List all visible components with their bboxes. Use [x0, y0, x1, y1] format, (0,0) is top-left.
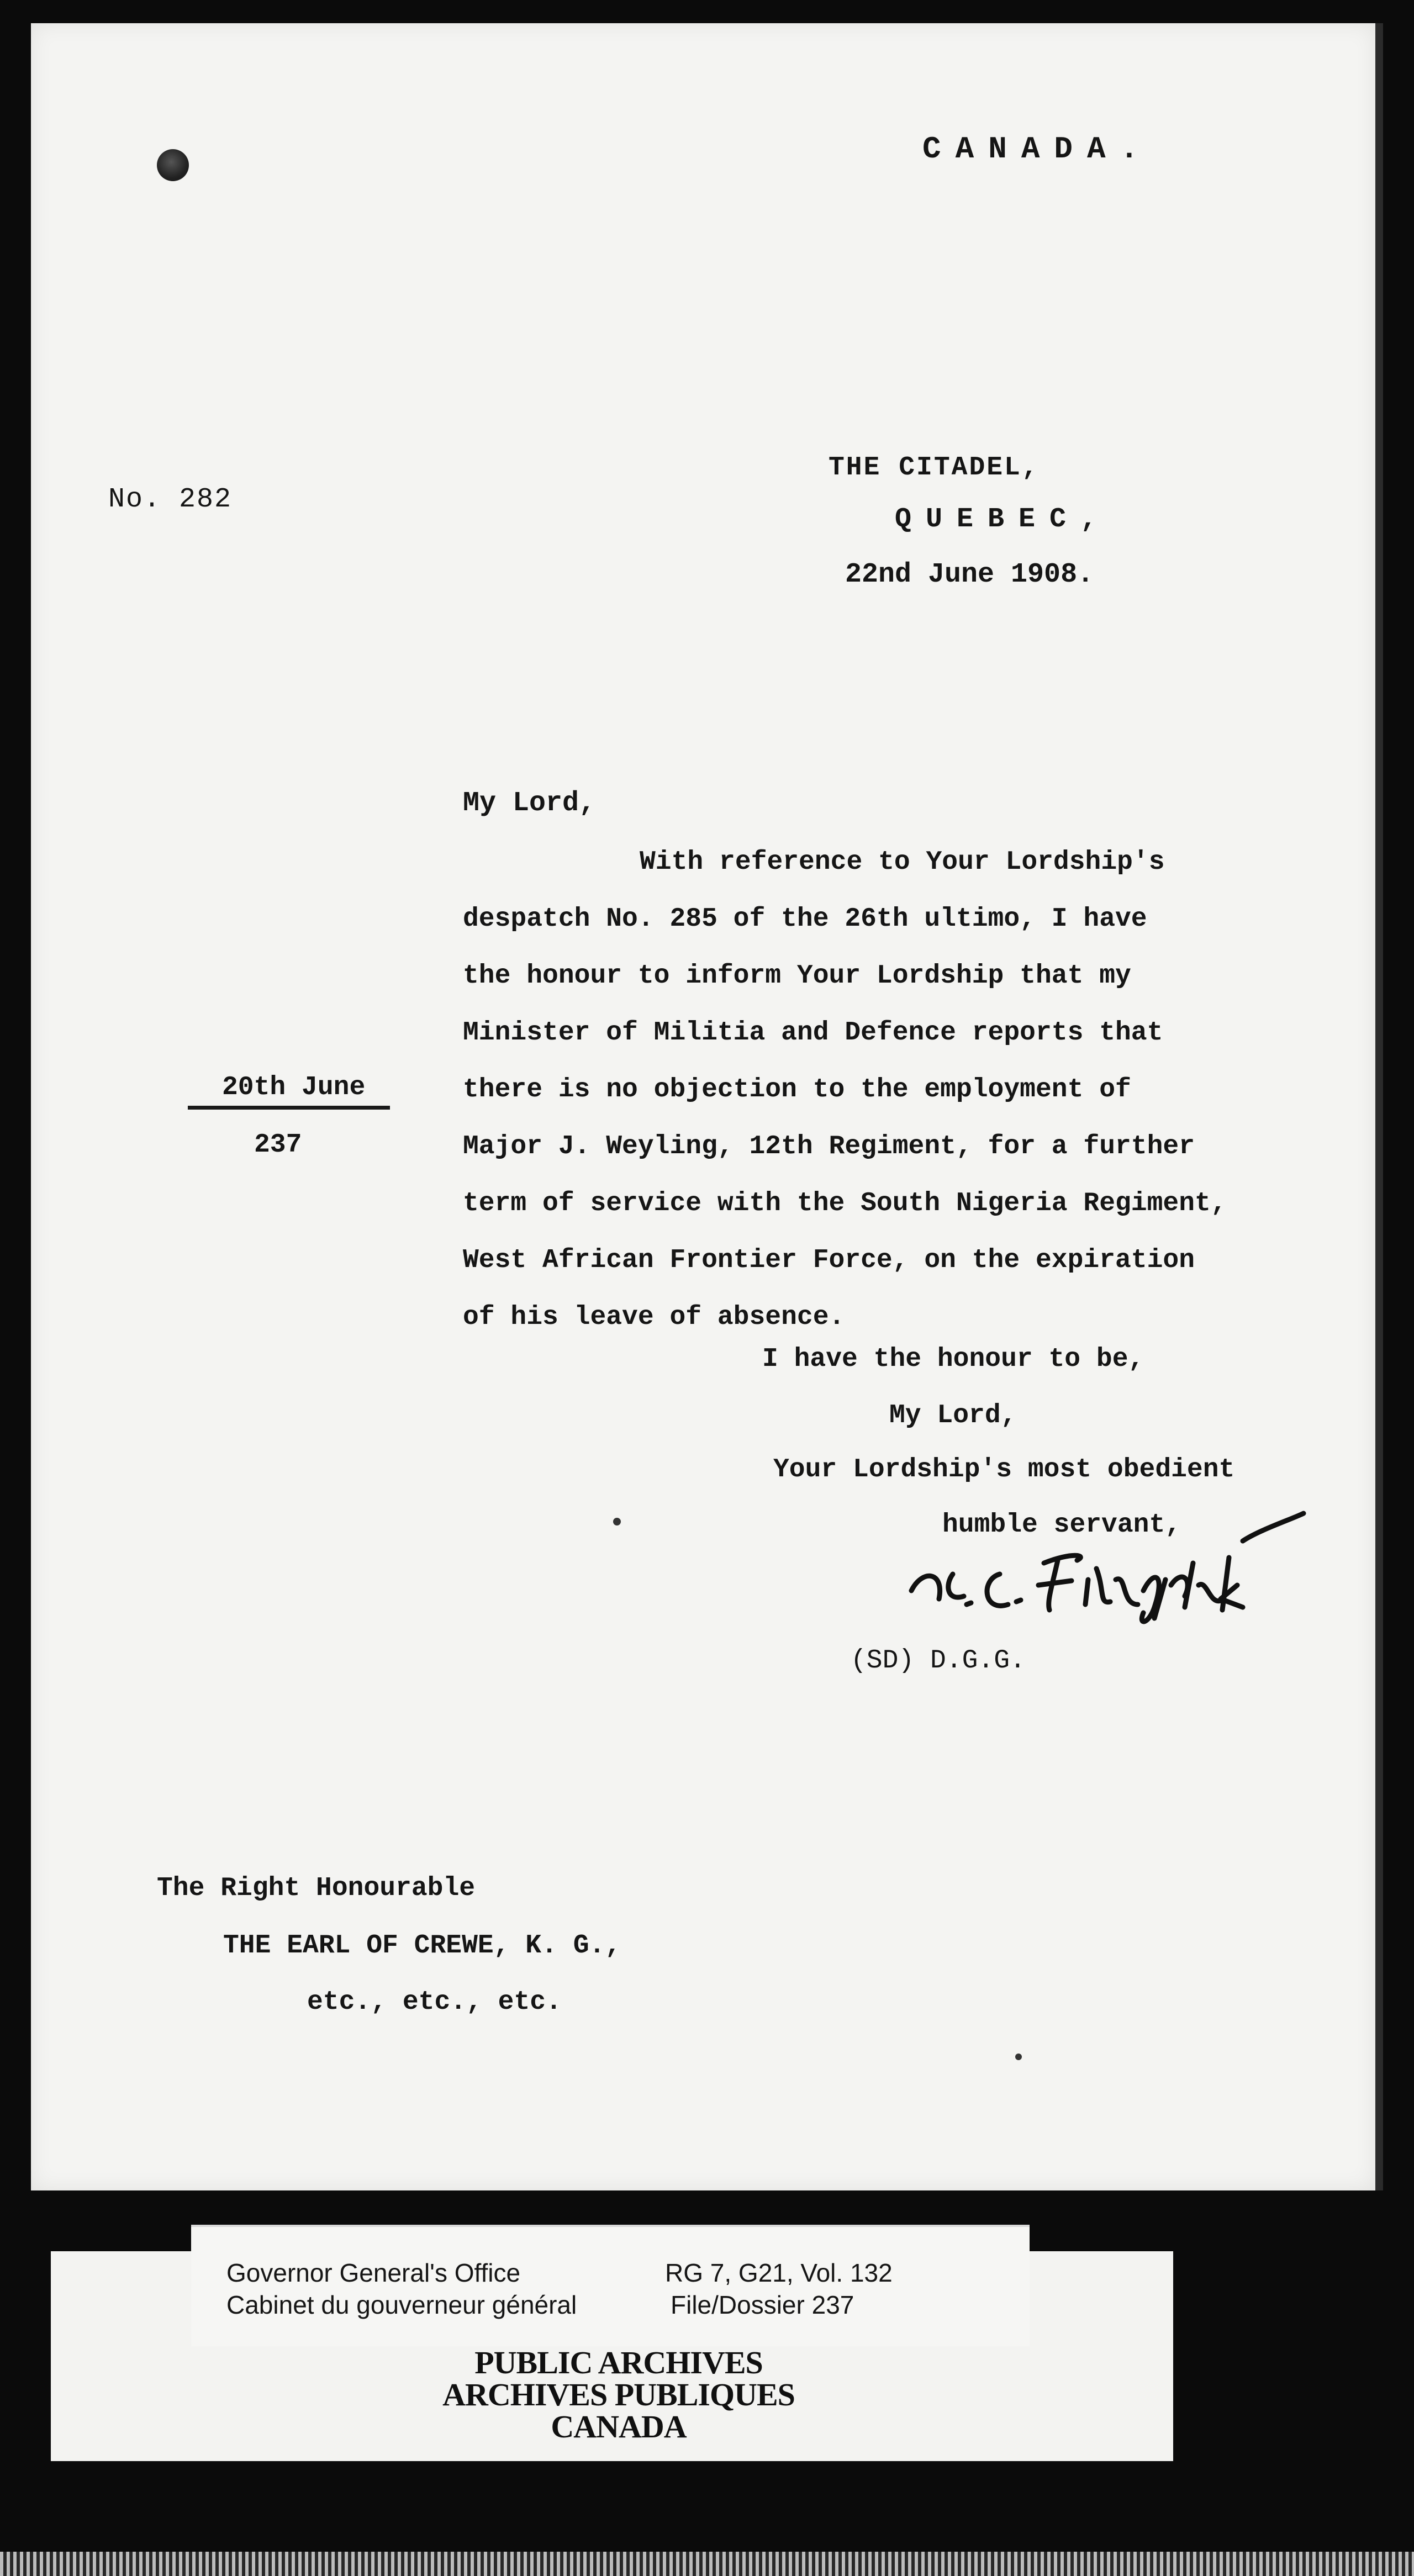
- body-line: of his leave of absence.: [463, 1302, 845, 1332]
- margin-note-ref: 237: [254, 1130, 302, 1160]
- sender-address-line1: THE CITADEL,: [829, 453, 1040, 483]
- ink-speck: [613, 1518, 621, 1525]
- closing-line: humble servant,: [942, 1510, 1181, 1540]
- archive-stamp-line3: CANADA: [551, 2409, 687, 2445]
- body-line: West African Frontier Force, on the expiration: [463, 1245, 1195, 1275]
- body-line: there is no objection to the employment of: [463, 1075, 1131, 1105]
- punch-hole: [157, 149, 189, 181]
- despatch-number: No. 282: [108, 484, 233, 515]
- closing-line: Your Lordship's most obedient: [773, 1455, 1235, 1485]
- archive-stamp-line1: PUBLIC ARCHIVES: [474, 2345, 763, 2380]
- closing-line: I have the honour to be,: [762, 1344, 1144, 1374]
- archive-office-en: Governor General's Office: [226, 2258, 521, 2287]
- signed-note: (SD) D.G.G.: [851, 1646, 1026, 1676]
- body-line: despatch No. 285 of the 26th ultimo, I have: [463, 904, 1147, 934]
- margin-note-rule: [188, 1106, 390, 1110]
- letter-body: [463, 834, 1313, 1346]
- recipient-line: THE EARL OF CREWE, K. G.,: [223, 1931, 621, 1961]
- salutation: My Lord,: [463, 788, 596, 819]
- ink-speck: [1015, 2054, 1022, 2060]
- recipient-line: The Right Honourable: [157, 1873, 476, 1903]
- recipient-line: etc., etc., etc.: [307, 1987, 562, 2017]
- body-line: term of service with the South Nigeria Regiment,: [463, 1189, 1227, 1218]
- archive-file: File/Dossier 237: [671, 2290, 854, 2319]
- body-line: With reference to Your Lordship's: [640, 847, 1165, 877]
- archive-reference: RG 7, G21, Vol. 132: [665, 2258, 893, 2287]
- letter-date: 22nd June 1908.: [845, 559, 1094, 590]
- sender-address-line2: QUEBEC,: [895, 504, 1112, 535]
- film-edge-strip: [0, 2552, 1414, 2576]
- body-line: Major J. Weyling, 12th Regiment, for a further: [463, 1132, 1195, 1162]
- archive-office-fr: Cabinet du gouverneur général: [226, 2290, 577, 2319]
- country-heading: CANADA.: [922, 131, 1153, 167]
- handwritten-signature: [906, 1508, 1309, 1635]
- margin-note-date: 20th June: [222, 1073, 366, 1102]
- body-line: Minister of Militia and Defence reports that: [463, 1018, 1163, 1048]
- archive-stamp-line2: ARCHIVES PUBLIQUES: [442, 2377, 795, 2413]
- closing-line: My Lord,: [889, 1401, 1017, 1430]
- body-line: the honour to inform Your Lordship that my: [463, 961, 1131, 991]
